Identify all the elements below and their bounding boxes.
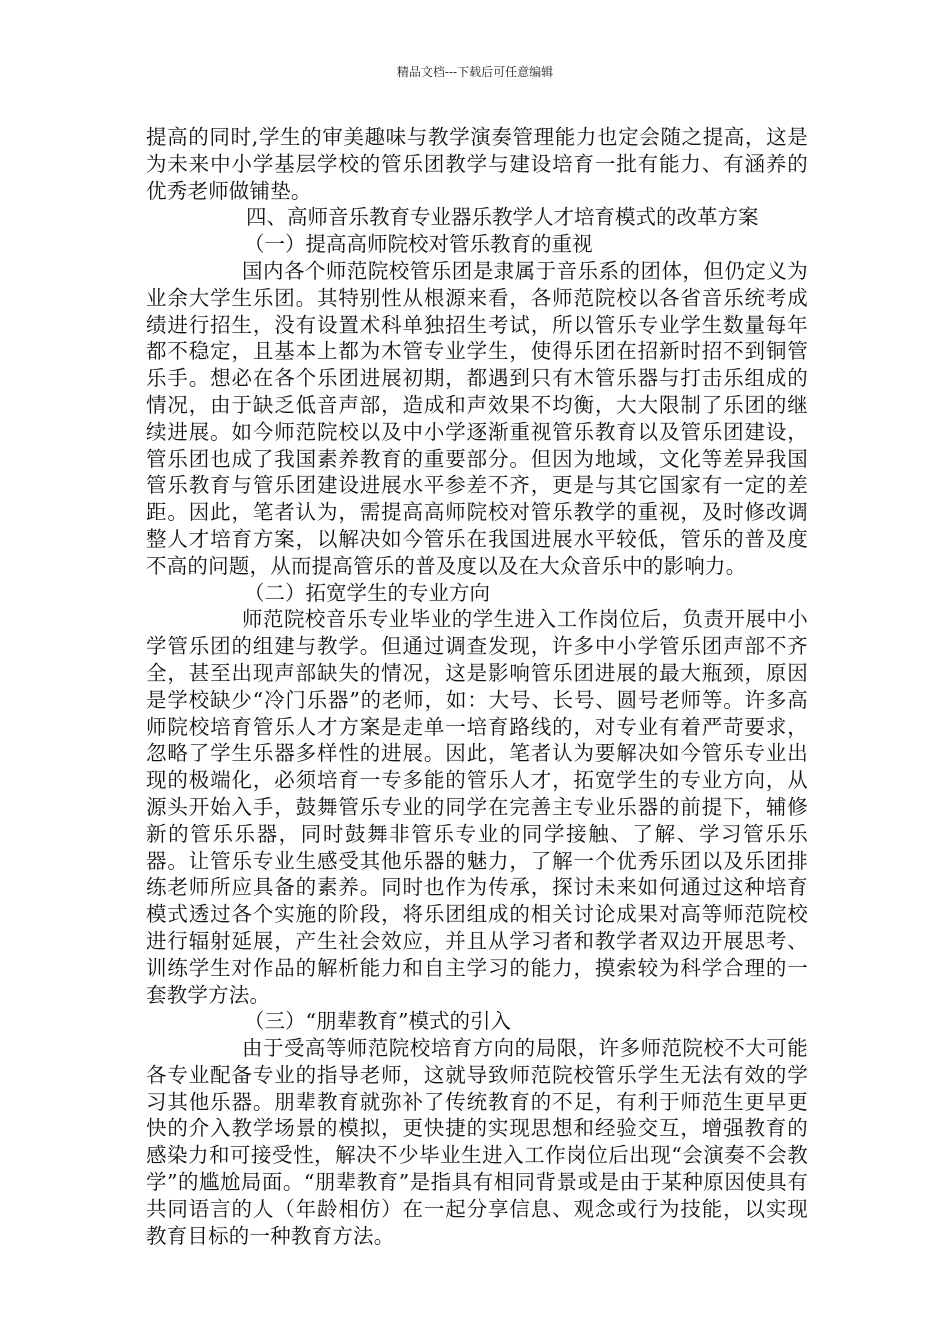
paragraph-continuation: 提高的同时,学生的审美趣味与教学演奏管理能力也定会随之提高，这是为未来中小学基层学校的管乐团教学与建设培育一批有能力、有涵养的优秀老师做铺垫。 — [146, 125, 808, 203]
paragraph-1: 国内各个师范院校管乐团是隶属于音乐系的团体，但仍定义为业余大学生乐团。其特别性从根源来看，各师范院校以各省音乐统考成绩进行招生，没有设置术科单独招生考试，所以管乐专业学生数量每年都不稳定，且基本上都为木管专业学生，使得乐团在招新时招不到铜管乐手。想必在各个乐团进展初期，都遇到只有木管乐器与打击乐组成的情况，由于缺乏低音声部，造成和声效果不均衡，大大限制了乐团的继续进展。如今师范院校以及中小学逐渐重视管乐教育以及管乐团建设，管乐团也成了我国素养教育的重要部分。但因为地域，文化等差异我国管乐教育与管乐团建设进展水平参差不齐，更是与其它国家有一定的差距。因此，笔者认为，需提高高师院校对管乐教学的重视，及时修改调整人才培育方案，以解决如今管乐在我国进展水平较低，管乐的普及度不高的问题，从而提高管乐的普及度以及在大众音乐中的影响力。 — [146, 258, 808, 578]
paragraph-2: 师范院校音乐专业毕业的学生进入工作岗位后，负责开展中小学管乐团的组建与教学。但通过调查发现，许多中小学管乐团声部不齐全，甚至出现声部缺失的情况，这是影响管乐团进展的最大瓶颈，原因是学校缺少“冷门乐器”的老师，如：大号、长号、圆号老师等。许多高师院校培育管乐人才方案是走单一培育路线的，对专业有着严苛要求，忽略了学生乐器多样性的进展。因此，笔者认为要解决如今管乐专业出现的极端化，必须培育一专多能的管乐人才，拓宽学生的专业方向，从源头开始入手，鼓舞管乐专业的同学在完善主专业乐器的前提下，辅修新的管乐乐器，同时鼓舞非管乐专业的同学接触、了解、学习管乐乐器。让管乐专业生感受其他乐器的魅力，了解一个优秀乐团以及乐团排练老师所应具备的素养。同时也作为传承，探讨未来如何通过这种培育模式透过各个实施的阶段，将乐团组成的相关讨论成果对高等师范院校进行辐射延展，产生社会效应，并且从学习者和教学者双边开展思考、训练学生对作品的解析能力和自主学习的能力，摸索较为科学合理的一套教学方法。 — [146, 607, 808, 1007]
subsection-heading-3: （三）“朋辈教育”模式的引入 — [244, 1009, 511, 1034]
paragraph-3: 由于受高等师范院校培育方向的局限，许多师范院校不大可能各专业配备专业的指导老师，这就导致师范院校管乐学生无法有效的学习其他乐器。朋辈教育就弥补了传统教育的不足，有利于师范生更早更快的介入教学场景的模拟，更快捷的实现思想和经验交互，增强教育的感染力和可接受性，解决不少毕业生进入工作岗位后出现“会演奏不会教学”的尴尬局面。“朋辈教育”是指具有相同背景或是由于某种原因使具有共同语言的人（年龄相仿）在一起分享信息、观念或行为技能，以实现教育目标的一种教育方法。 — [146, 1036, 808, 1248]
subsection-heading-1: （一）提高高师院校对管乐教育的重视 — [244, 232, 593, 257]
document-body — [146, 124, 808, 1249]
page-header: 精品文档---下载后可任意编辑 — [396, 65, 554, 79]
subsection-heading-2: （二）拓宽学生的专业方向 — [244, 580, 490, 605]
section-heading: 四、高师音乐教育专业器乐教学人才培育模式的改革方案 — [246, 205, 759, 230]
